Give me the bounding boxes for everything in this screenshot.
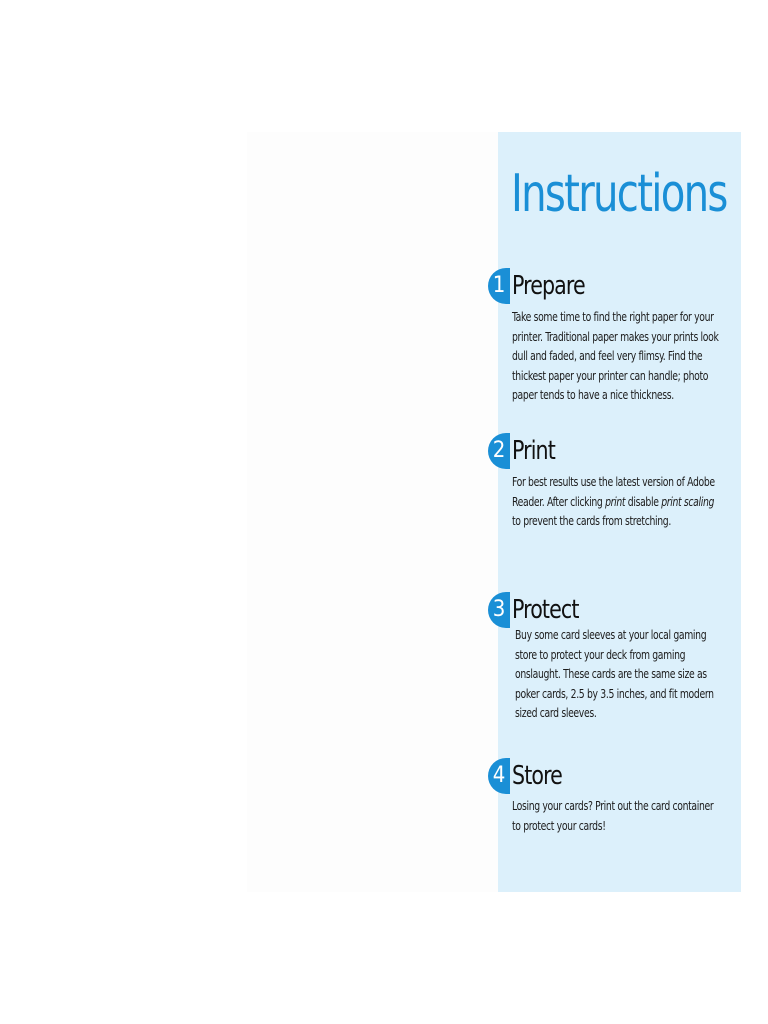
step-body-emphasis: print scaling	[661, 494, 715, 509]
step-heading: Print	[512, 436, 555, 466]
step-body-text: For best results use the latest version of Adobe Reader. After clicking	[512, 475, 715, 509]
step-number-badge: 1	[488, 268, 510, 304]
step-body-text: to prevent the cards from stretching.	[512, 514, 671, 528]
page-title: Instructions	[511, 164, 727, 224]
step-body	[512, 473, 724, 532]
step-heading: Store	[512, 761, 562, 791]
step-body-text: disable	[625, 494, 662, 509]
step-number-badge: 3	[488, 592, 510, 628]
step-heading: Protect	[512, 595, 579, 625]
step-body: Take some time to find the right paper for your printer. Traditional paper makes your prints look dull and faded, and feel very flimsy. Find the thickest paper your printer can handle; photo paper tends to have a nice thickness.	[512, 310, 719, 402]
step-body: Buy some card sleeves at your local gaming store to protect your deck from gaming onslaught. These cards are the same size as poker cards, 2.5 by 3.5 inches, and fit modern sized card sleeves.	[515, 628, 714, 720]
blank-card-panel	[247, 132, 498, 892]
step-body: Losing your cards? Print out the card container to protect your cards!	[512, 799, 714, 833]
step-heading: Prepare	[512, 271, 585, 301]
step-number-badge: 2	[488, 433, 510, 469]
step-number-badge: 4	[488, 758, 510, 794]
step-body-emphasis: print	[605, 494, 626, 509]
